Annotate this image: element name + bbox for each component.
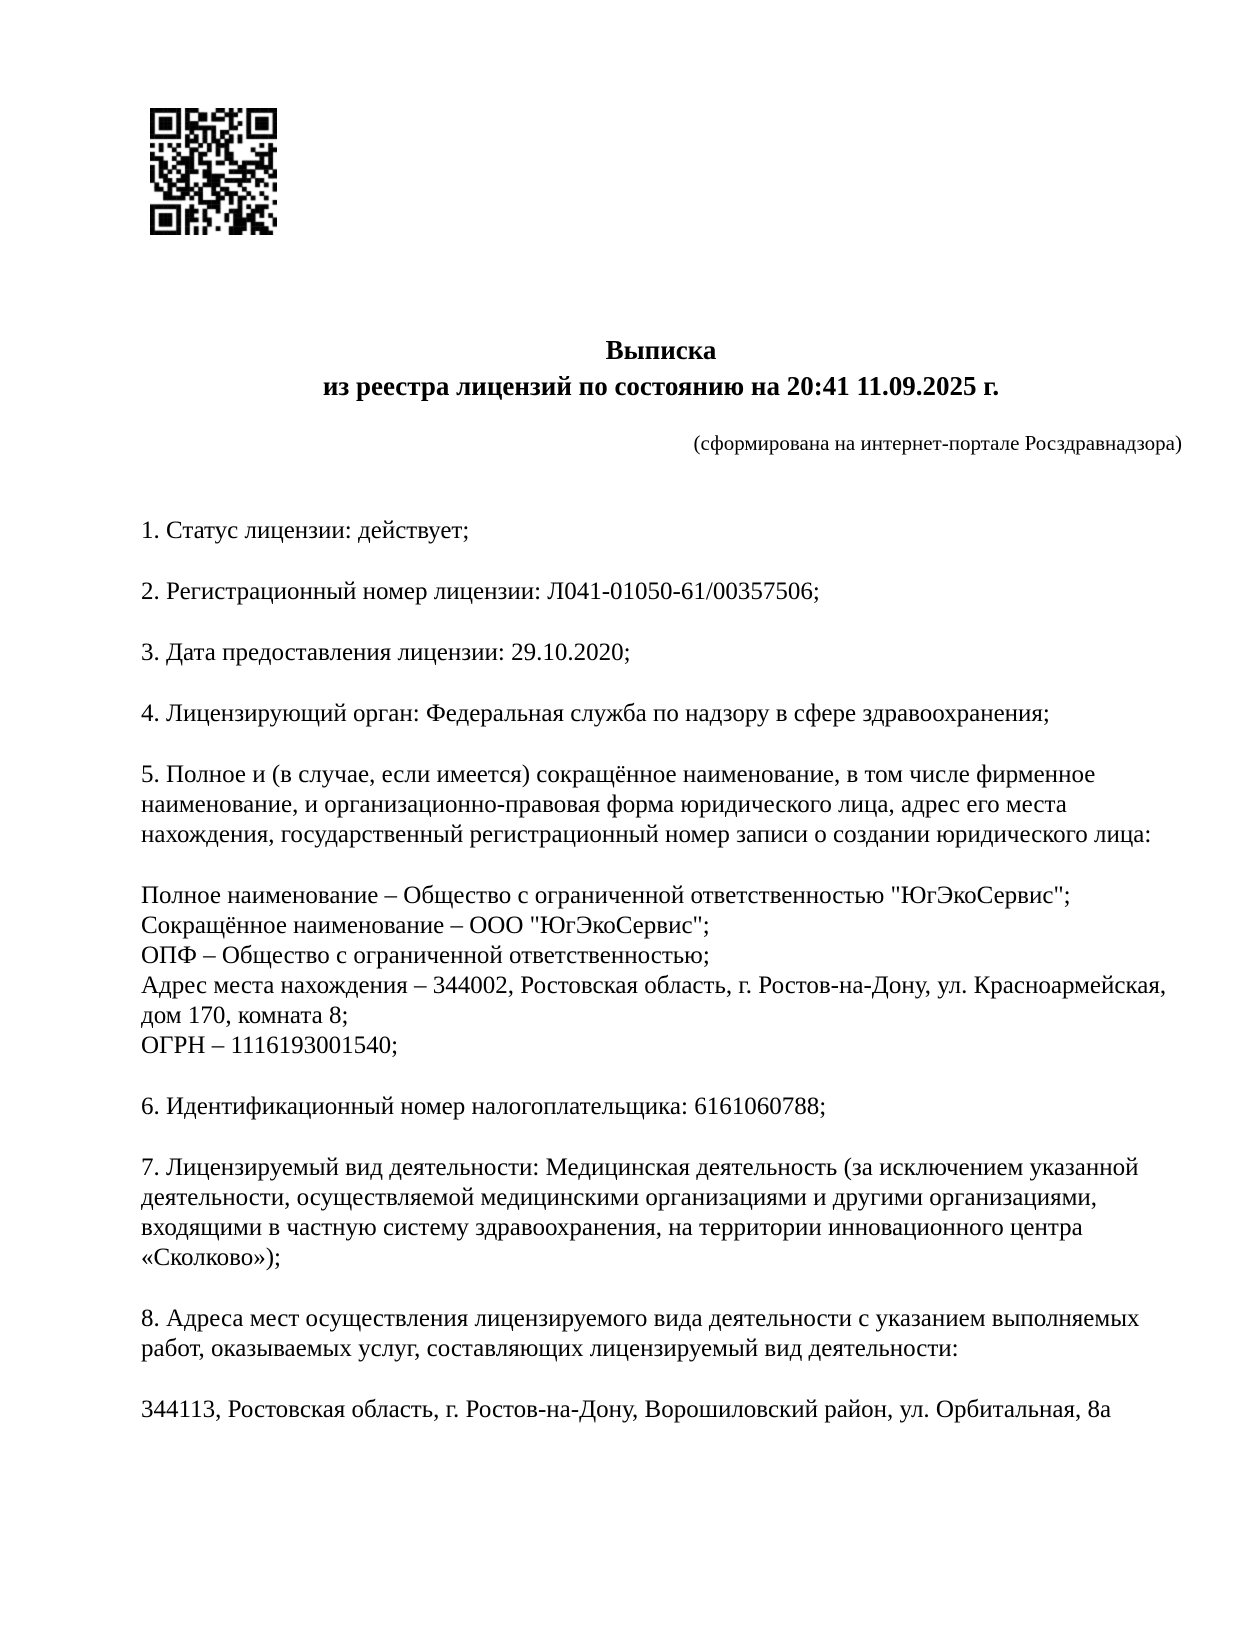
org-address-line: Адрес места нахождения – 344002, Ростовская область, г. Ростов-на-Дону, ул. Красноармейская, дом 170, комната 8; [141,972,1167,1029]
paragraph-license-date: 3. Дата предоставления лицензии: 29.10.2020; [141,639,631,666]
org-ogrn-line: ОГРН – 1116193001540; [141,1032,399,1059]
qr-code-icon [150,108,277,235]
org-details-block [141,881,1181,1061]
paragraph-inn: 6. Идентификационный номер налогоплательщика: 6161060788; [141,1093,827,1120]
paragraph-licensing-authority: 4. Лицензирующий орган: Федеральная служба по надзору в сфере здравоохранения; [141,700,1050,727]
paragraph-org-info-heading: 5. Полное и (в случае, если имеется) сокращённое наименование, в том числе фирменное наименование, и организационно-правовая форма юридического лица, адрес его места нахождения, государственный регистрационный номер записи о создании юридического лица: [141,761,1152,848]
org-short-name-line: Сокращённое наименование – ООО "ЮгЭкоСервис"; [141,912,710,939]
paragraph-activity-type: 7. Лицензируемый вид деятельности: Медицинская деятельность (за исключением указанной деятельности, осуществляемой медицинскими организациями и другими организациями, входящими в частную систему здравоохранения, на территории инновационного центра «Сколково»); [141,1154,1139,1271]
document-body [141,516,1181,1425]
document-title-date-line: из реестра лицензий по состоянию на 20:41 11.09.2025 г. [322,371,1000,401]
paragraph-activity-addresses-heading: 8. Адреса мест осуществления лицензируемого вида деятельности с указанием выполняемых работ, оказываемых услуг, составляющих лицензируемый вид деятельности: [141,1305,1140,1362]
document-title: Выписка [605,335,717,365]
document-title-block [140,332,1182,404]
org-opf-line: ОПФ – Общество с ограниченной ответственностью; [141,942,710,969]
org-full-name-line: Полное наименование – Общество с ограниченной ответственностью "ЮгЭкоСервис"; [141,882,1071,909]
paragraph-activity-address: 344113, Ростовская область, г. Ростов-на-Дону, Ворошиловский район, ул. Орбитальная, 8а [141,1396,1112,1423]
document-subtitle: (сформирована на интернет-портале Росздравнадзора) [693,431,1182,455]
paragraph-license-number: 2. Регистрационный номер лицензии: Л041-01050-61/00357506; [141,578,820,605]
paragraph-license-status: 1. Статус лицензии: действует; [141,517,470,544]
